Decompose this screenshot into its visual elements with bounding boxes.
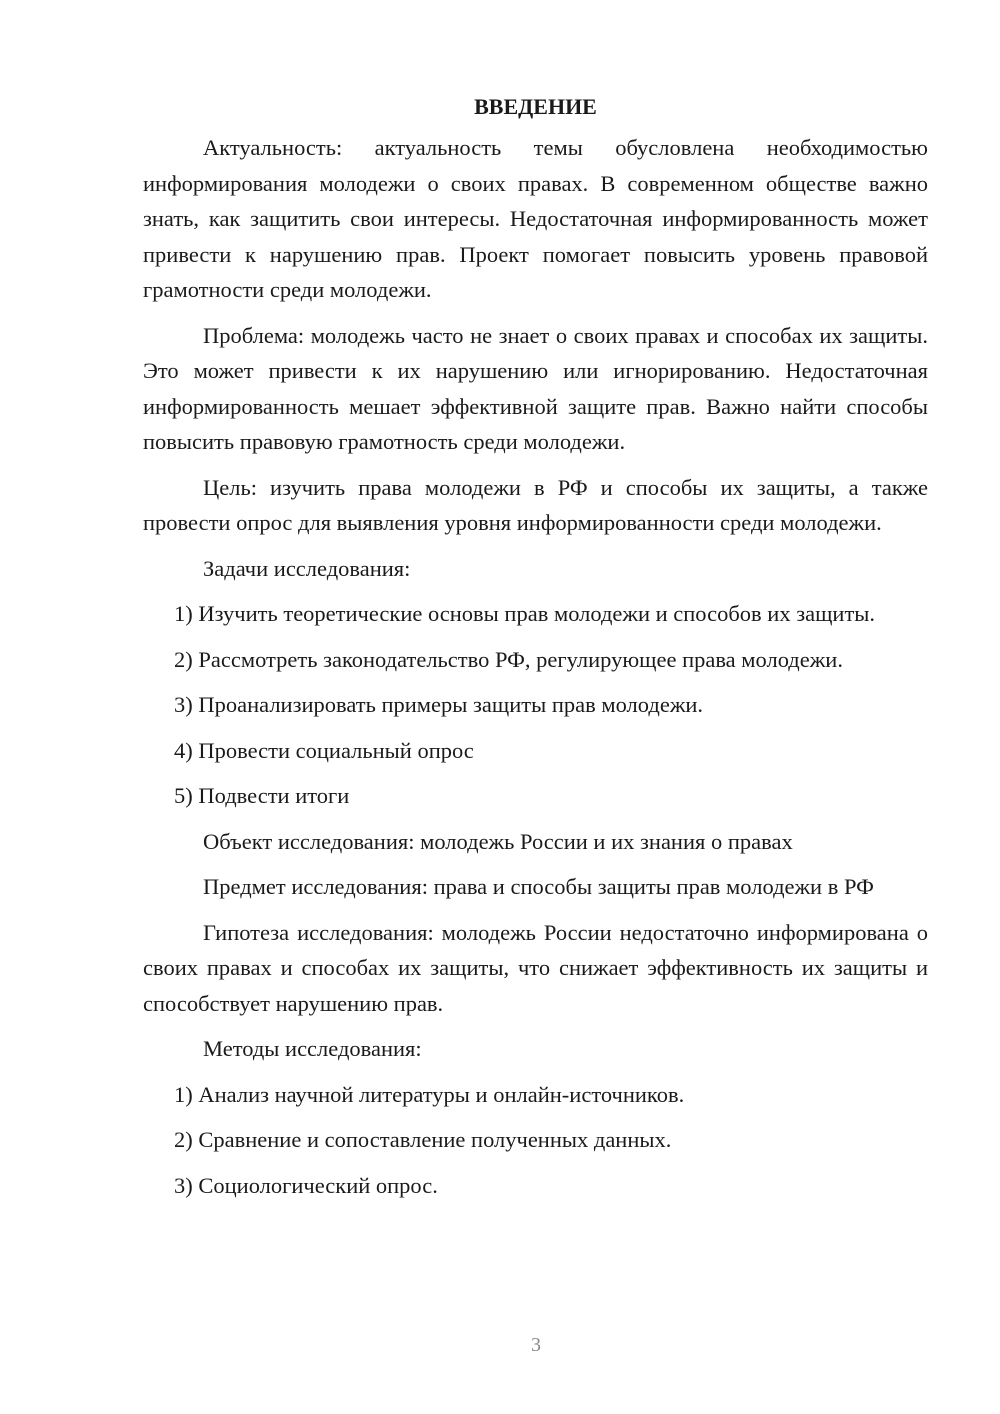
- relevance-paragraph: Актуальность: актуальность темы обусловлена необходимостью информирования молодежи о своих правах. В современном обществе важно знать, как защитить свои интересы. Недостаточная информированность может привести к нарушению прав. Проект помогает повысить уровень правовой грамотности среди молодежи.: [143, 135, 928, 302]
- task-item: 4) Провести социальный опрос: [174, 737, 474, 763]
- problem-paragraph: Проблема: молодежь часто не знает о своих правах и способах их защиты. Это может привести к их нарушению или игнорированию. Недостаточная информированность мешает эффективной защите прав. Важно найти способы повысить правовую грамотность среди молодежи.: [143, 322, 928, 454]
- task-item: 3) Проанализировать примеры защиты прав молодежи.: [174, 692, 704, 717]
- task-item: 1) Изучить теоретические основы прав молодежи и способов их защиты.: [174, 601, 876, 626]
- page-title: ВВЕДЕНИЕ: [474, 94, 597, 119]
- object-paragraph: Объект исследования: молодежь России и их знания о правах: [203, 828, 793, 854]
- method-item: 3) Социологический опрос.: [174, 1172, 438, 1198]
- task-item: 2) Рассмотреть законодательство РФ, регулирующее права молодежи.: [174, 646, 843, 672]
- tasks-heading: Задачи исследования:: [203, 555, 411, 581]
- subject-paragraph: Предмет исследования: права и способы защиты прав молодежи в РФ: [203, 874, 874, 899]
- task-item: 5) Подвести итоги: [174, 783, 350, 808]
- hypothesis-paragraph: Гипотеза исследования: молодежь России недостаточно информирована о своих правах и способах их защиты, что снижает эффективность их защиты и способствует нарушению прав.: [143, 919, 928, 1016]
- page-number: 3: [531, 1334, 541, 1356]
- methods-heading: Методы исследования:: [203, 1036, 422, 1061]
- document-page: [143, 92, 928, 1213]
- goal-paragraph: Цель: изучить права молодежи в РФ и способы их защиты, а также провести опрос для выявления уровня информированности среди молодежи.: [143, 474, 928, 535]
- method-item: 2) Сравнение и сопоставление полученных данных.: [174, 1127, 672, 1152]
- method-item: 1) Анализ научной литературы и онлайн-источников.: [174, 1081, 685, 1107]
